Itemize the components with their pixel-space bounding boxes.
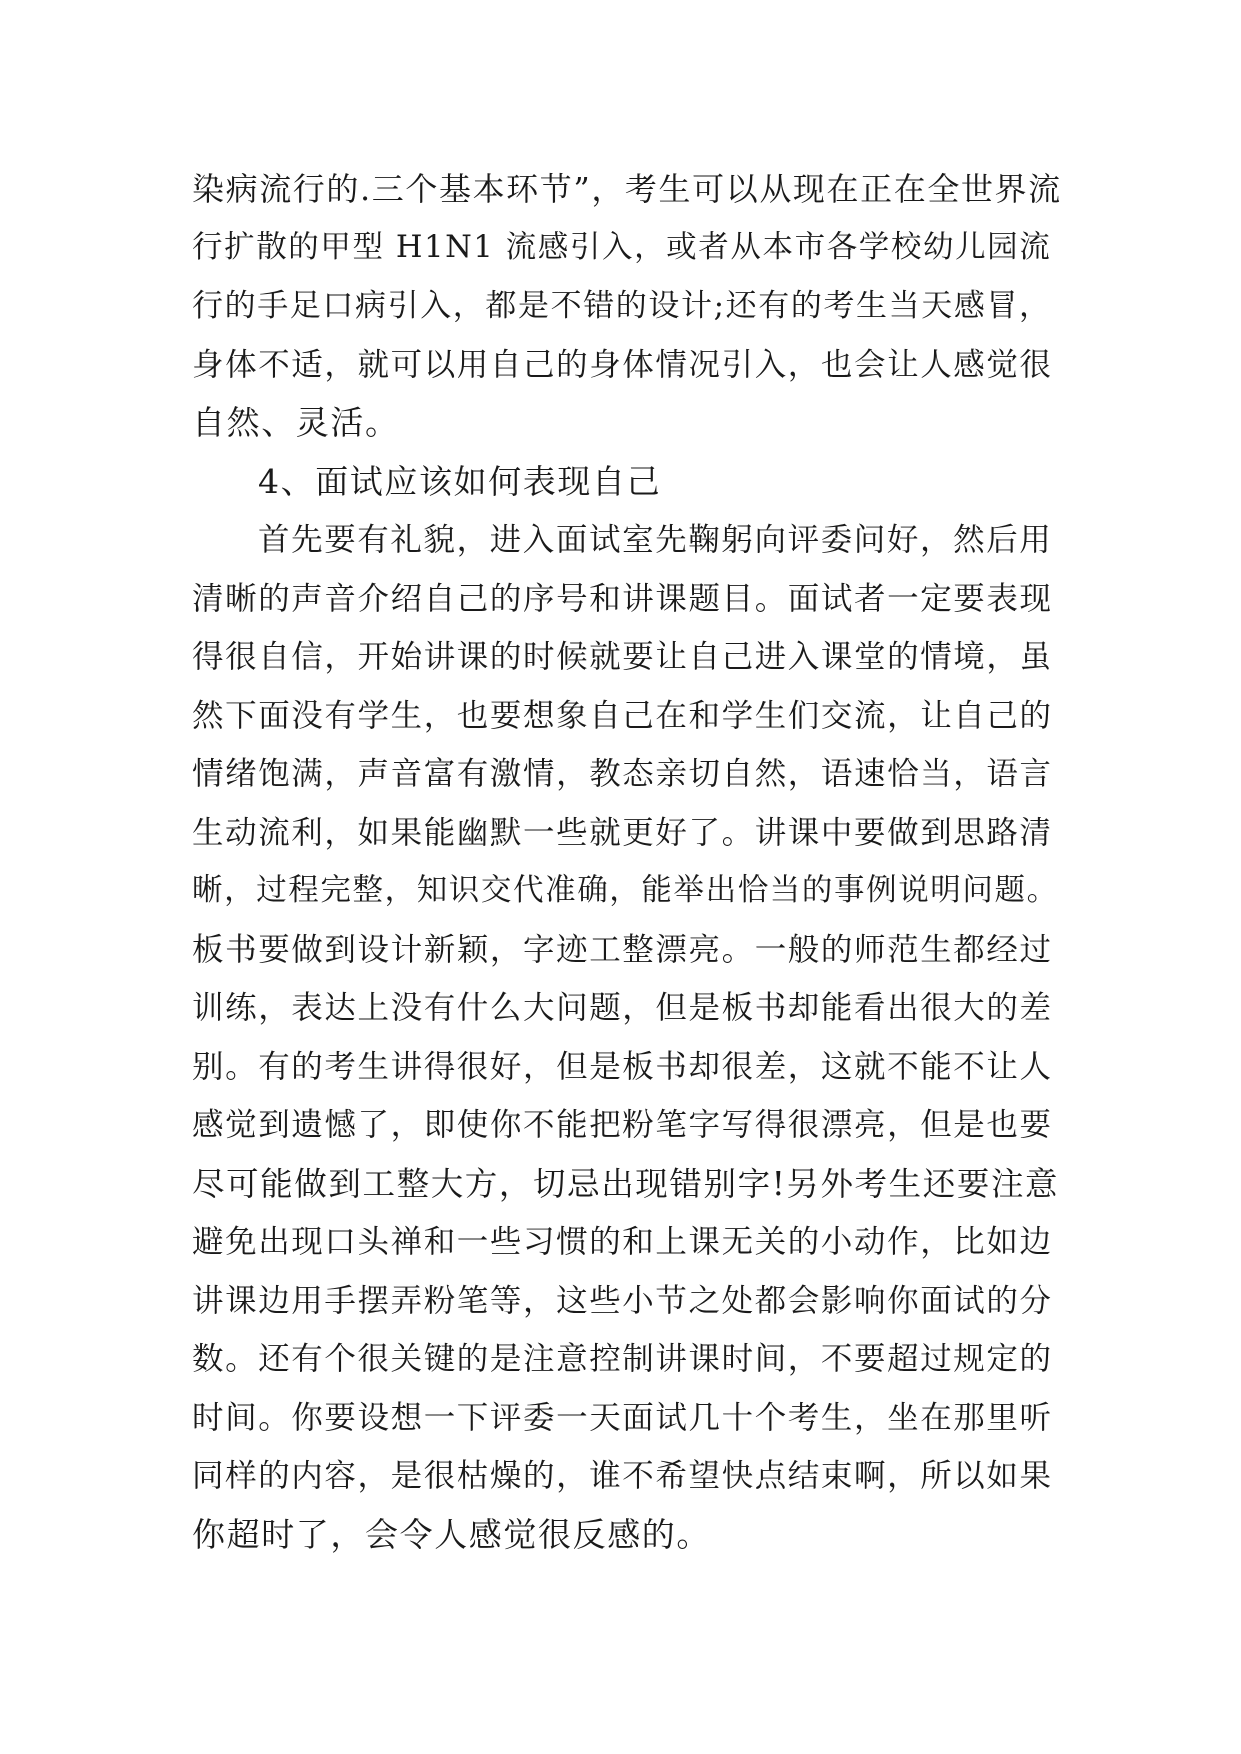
paragraph-first-line: 4、面试应该如何表现自己 [258,461,662,501]
text-line: 得很自信，开始讲课的时候就要让自己进入课堂的情境，虽 [192,639,1053,675]
text-line: 别。有的考生讲得很好，但是板书却很差，这就不能不让人 [192,1048,1053,1085]
text-line: 同样的内容，是很枯燥的，谁不希望快点结束啊，所以如果 [192,1458,1053,1494]
text-line: 染病流行的.三个基本环节”，考生可以从现在正在全世界流 [192,170,1062,208]
text-line: 时间。你要设想一下评委一天面试几十个考生，坐在那里听 [192,1399,1053,1436]
text-line: 感觉到遗憾了，即使你不能把粉笔字写得很漂亮，但是也要 [192,1107,1053,1143]
text-line: 生动流利，如果能幽默一些就更好了。讲课中要做到思路清 [192,814,1053,851]
text-line: 训练，表达上没有什么大问题，但是板书却能看出很大的差 [192,990,1053,1026]
text-line: 然下面没有学生，也要想象自己在和学生们交流，让自己的 [192,697,1053,734]
text-line: 行的手足口病引入，都是不错的设计;还有的考生当天感冒， [192,288,1052,324]
text-line: 避免出现口头禅和一些习惯的和上课无关的小动作，比如边 [192,1224,1053,1260]
text-line: 数。还有个很关键的是注意控制讲课时间，不要超过规定的 [192,1341,1053,1377]
text-line: 尽可能做到工整大方，切忌出现错别字!另外考生还要注意 [192,1164,1060,1203]
text-line: 情绪饱满，声音富有激情，教态亲切自然，语速恰当，语言 [192,756,1053,792]
text-line: 清晰的声音介绍自己的序号和讲课题目。面试者一定要表现 [192,580,1053,617]
text-line: 自然、灵活。 [192,403,400,442]
body-text [192,160,1062,1564]
text-line: 行扩散的甲型 H1N1 流感引入，或者从本市各学校幼儿园流 [192,229,1052,265]
text-line: 板书要做到设计新颖，字迹工整漂亮。一般的师范生都经过 [192,931,1053,968]
text-line: 晰，过程完整，知识交代准确，能举出恰当的事例说明问题。 [192,873,1059,908]
text-line: 你超时了，会令人感觉很反感的。 [192,1514,711,1554]
text-line: 讲课边用手摆弄粉笔等，这些小节之处都会影响你面试的分 [192,1282,1053,1319]
text-line: 身体不适，就可以用自己的身体情况引入，也会让人感觉很 [192,346,1053,383]
paragraph-first-line: 首先要有礼貌，进入面试室先鞠躬向评委问好，然后用 [258,522,1053,558]
